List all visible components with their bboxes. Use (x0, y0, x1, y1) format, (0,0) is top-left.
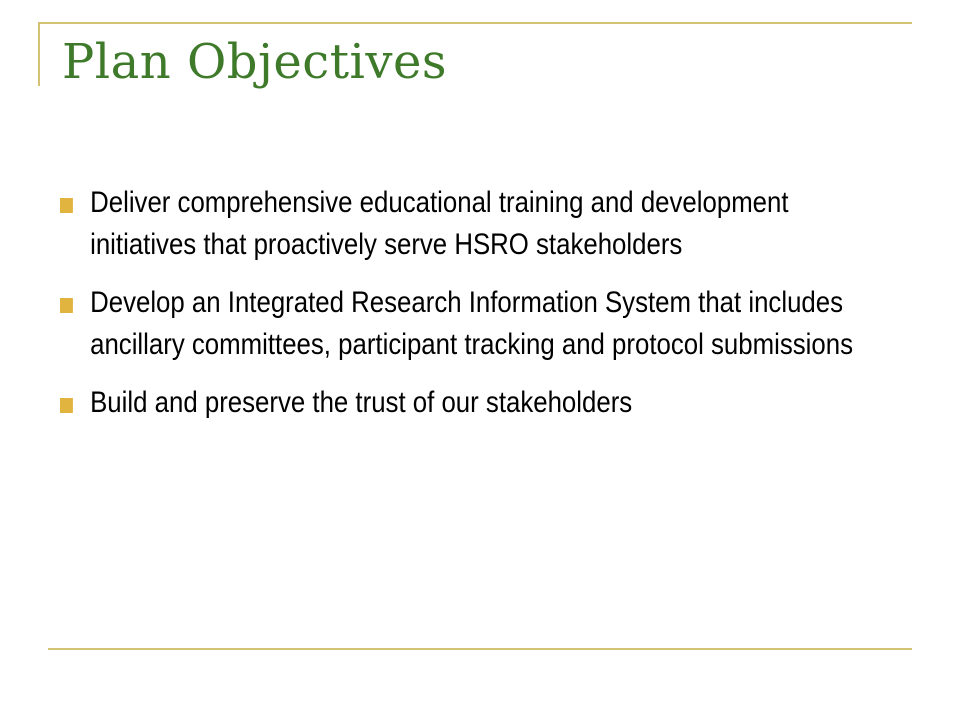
bullet-text: Build and preserve the trust of our stakeholders (90, 386, 633, 419)
square-bullet-icon (60, 298, 73, 313)
frame-top-rule (38, 22, 912, 24)
frame-bottom-rule (48, 648, 912, 650)
bullet-item (60, 182, 899, 266)
bullet-item (60, 382, 899, 424)
bullet-text: Develop an Integrated Research Information System that includes ancillary committees, participant tracking and protocol submissions (90, 286, 853, 361)
bullet-list (60, 182, 920, 440)
frame-left-rule (38, 22, 40, 86)
slide-title: Plan Objectives (62, 34, 447, 90)
bullet-item (60, 282, 899, 366)
square-bullet-icon (60, 398, 73, 413)
bullet-text: Deliver comprehensive educational training and development initiatives that proactively serve HSRO stakeholders (90, 186, 789, 261)
square-bullet-icon (60, 198, 73, 213)
